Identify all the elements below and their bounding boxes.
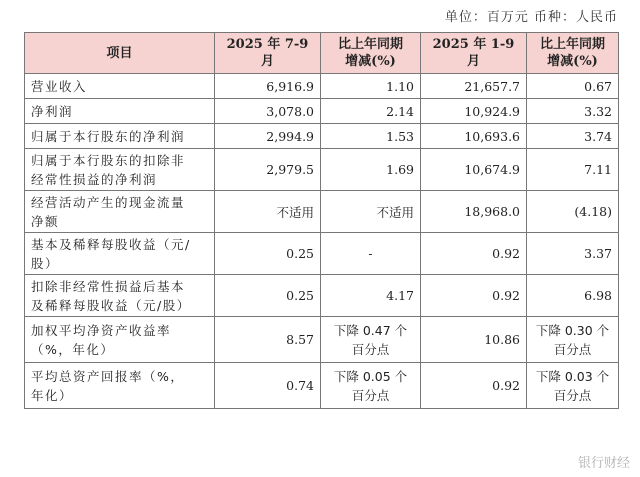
table-header-row bbox=[25, 33, 619, 74]
cell-q3-change: 4.17 bbox=[321, 275, 421, 317]
row-label: 净利润 bbox=[25, 99, 215, 124]
cell-ytd: 18,968.0 bbox=[421, 191, 527, 233]
header-item: 项目 bbox=[25, 33, 215, 74]
cell-q3-change: 1.69 bbox=[321, 149, 421, 191]
table-row bbox=[25, 149, 619, 191]
cell-q3: 0.25 bbox=[215, 233, 321, 275]
cell-ytd-change: 6.98 bbox=[527, 275, 619, 317]
cell-ytd: 0.92 bbox=[421, 363, 527, 409]
table-row bbox=[25, 124, 619, 149]
cell-q3: 3,078.0 bbox=[215, 99, 321, 124]
table-row bbox=[25, 363, 619, 409]
row-label: 归属于本行股东的净利润 bbox=[25, 124, 215, 149]
cell-ytd-change: 下降 0.03 个 百分点 bbox=[527, 363, 619, 409]
financial-summary-table bbox=[24, 32, 619, 409]
cell-q3: 不适用 bbox=[215, 191, 321, 233]
cell-q3: 0.25 bbox=[215, 275, 321, 317]
cell-ytd: 10,693.6 bbox=[421, 124, 527, 149]
row-label: 加权平均净资产收益率 （%，年化） bbox=[25, 317, 215, 363]
cell-q3-change: 1.53 bbox=[321, 124, 421, 149]
cell-q3: 0.74 bbox=[215, 363, 321, 409]
cell-q3-change: 2.14 bbox=[321, 99, 421, 124]
row-label: 归属于本行股东的扣除非 经常性损益的净利润 bbox=[25, 149, 215, 191]
row-label: 平均总资产回报率（%， 年化） bbox=[25, 363, 215, 409]
table-row bbox=[25, 191, 619, 233]
cell-q3-change: 下降 0.47 个 百分点 bbox=[321, 317, 421, 363]
table-row bbox=[25, 317, 619, 363]
cell-q3: 2,979.5 bbox=[215, 149, 321, 191]
cell-q3-change: - bbox=[321, 233, 421, 275]
table-row bbox=[25, 74, 619, 99]
cell-ytd: 21,657.7 bbox=[421, 74, 527, 99]
cell-q3-change: 下降 0.05 个 百分点 bbox=[321, 363, 421, 409]
table-body bbox=[25, 74, 619, 409]
cell-q3: 2,994.9 bbox=[215, 124, 321, 149]
watermark-logo: 银行财经 bbox=[577, 456, 630, 471]
header-ytd: 2025 年 1-9 月 bbox=[421, 33, 527, 74]
row-label: 营业收入 bbox=[25, 74, 215, 99]
row-label: 基本及稀释每股收益（元/ 股） bbox=[25, 233, 215, 275]
cell-q3-change: 不适用 bbox=[321, 191, 421, 233]
header-q3-change: 比上年同期 增减(%) bbox=[321, 33, 421, 74]
header-ytd-change: 比上年同期 增减(%) bbox=[527, 33, 619, 74]
cell-ytd: 0.92 bbox=[421, 275, 527, 317]
cell-ytd-change: 3.32 bbox=[527, 99, 619, 124]
cell-ytd: 10,924.9 bbox=[421, 99, 527, 124]
table-row bbox=[25, 275, 619, 317]
header-q3: 2025 年 7-9 月 bbox=[215, 33, 321, 74]
cell-q3: 6,916.9 bbox=[215, 74, 321, 99]
row-label: 经营活动产生的现金流量 净额 bbox=[25, 191, 215, 233]
unit-currency-note: 单位：百万元 币种：人民币 bbox=[444, 10, 618, 25]
table-row bbox=[25, 99, 619, 124]
cell-ytd-change: 7.11 bbox=[527, 149, 619, 191]
cell-ytd: 10,674.9 bbox=[421, 149, 527, 191]
cell-ytd-change: 3.37 bbox=[527, 233, 619, 275]
cell-q3-change: 1.10 bbox=[321, 74, 421, 99]
cell-ytd-change: 3.74 bbox=[527, 124, 619, 149]
cell-ytd: 10.86 bbox=[421, 317, 527, 363]
row-label: 扣除非经常性损益后基本 及稀释每股收益（元/股） bbox=[25, 275, 215, 317]
cell-q3: 8.57 bbox=[215, 317, 321, 363]
cell-ytd: 0.92 bbox=[421, 233, 527, 275]
cell-ytd-change: (4.18) bbox=[527, 191, 619, 233]
cell-ytd-change: 下降 0.30 个 百分点 bbox=[527, 317, 619, 363]
table-row bbox=[25, 233, 619, 275]
cell-ytd-change: 0.67 bbox=[527, 74, 619, 99]
